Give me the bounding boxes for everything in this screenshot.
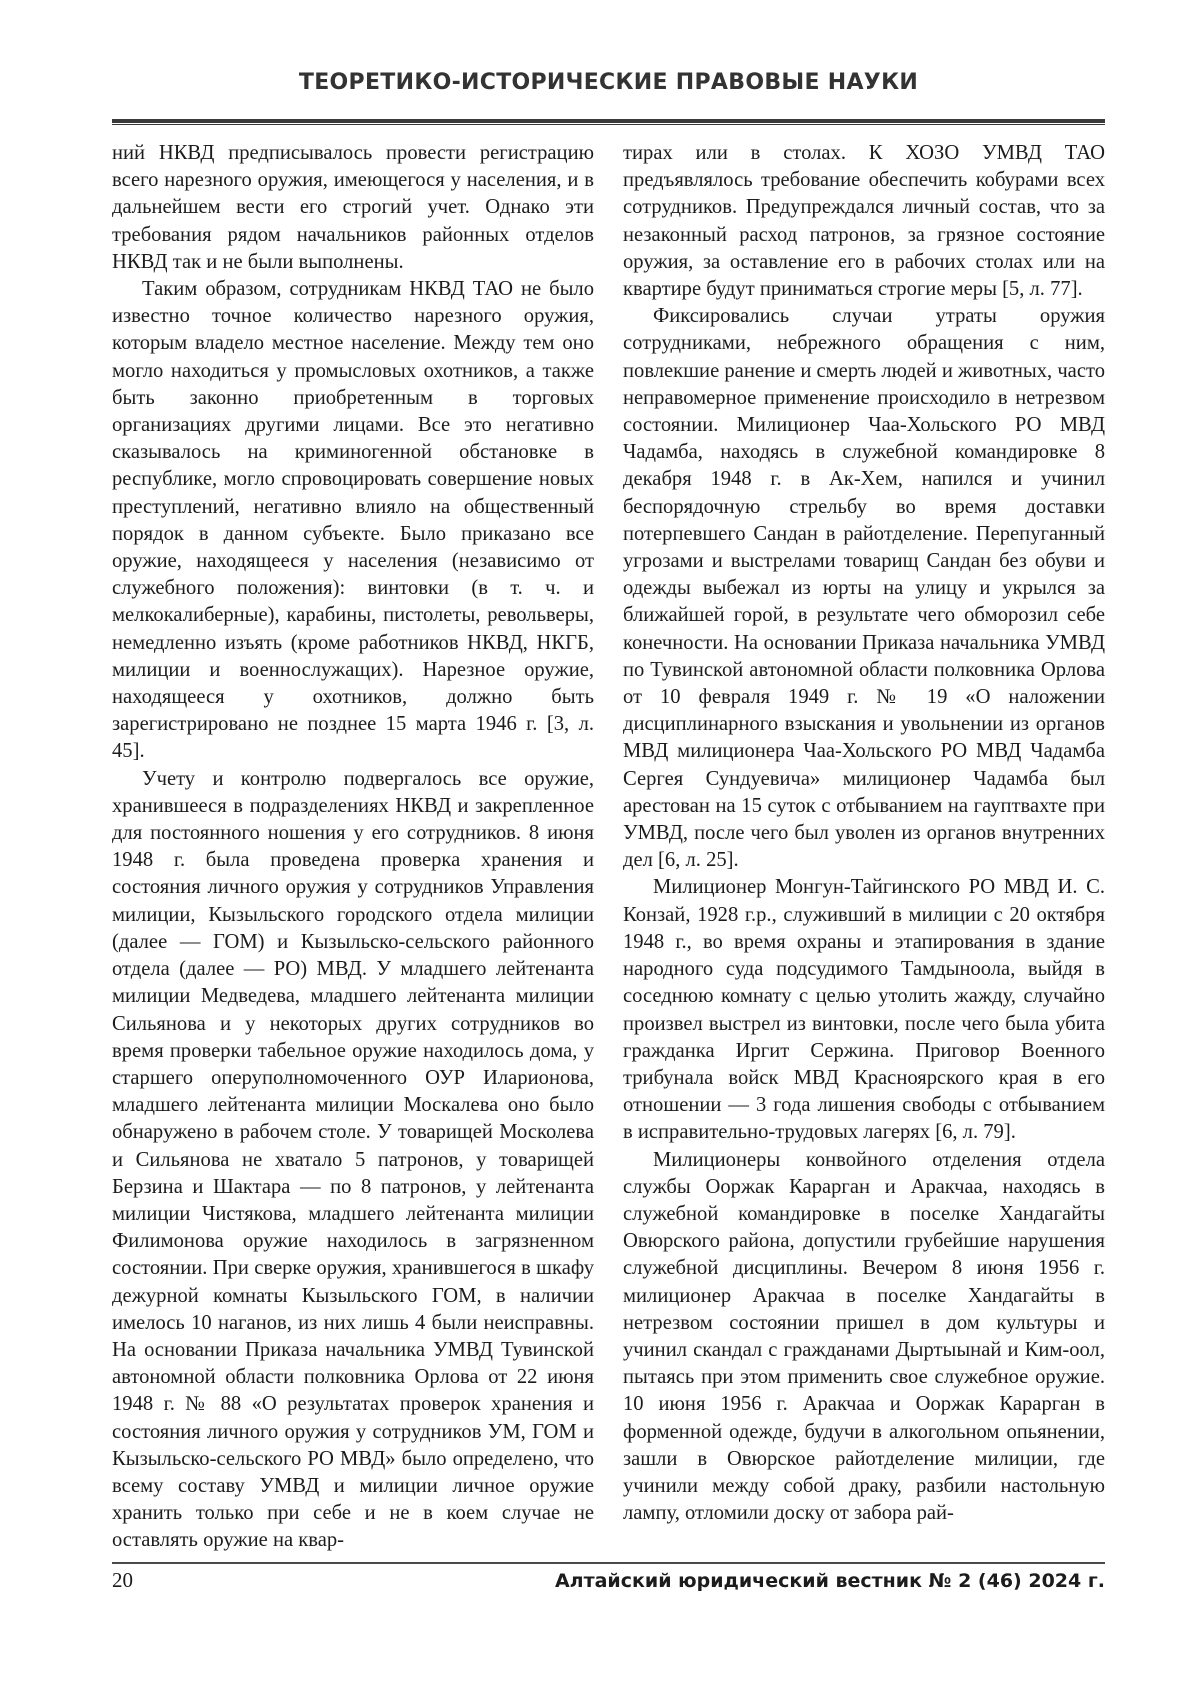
left-column bbox=[112, 140, 594, 1552]
right-column bbox=[623, 140, 1105, 1540]
running-header: ТЕОРЕТИКО-ИСТОРИЧЕСКИЕ ПРАВОВЫЕ НАУКИ bbox=[298, 70, 919, 95]
journal-title: Алтайский юридический вестник № 2 (46) 2024 г. bbox=[554, 1570, 1105, 1592]
left-paragraph-1: ний НКВД предписывалось провести регистрацию всего нарезного оружия, имеющегося у населения, и в дальнейшем вести его строгий учет. Однако эти требования рядом начальников районных отделов НКВД так и не были выполнены. bbox=[112, 142, 594, 273]
page-number: 20 bbox=[112, 1568, 133, 1592]
right-paragraph-1: тирах или в столах. К ХОЗО УМВД ТАО предъявлялось требование обеспечить кобурами всех сотрудников. Предупреждался личный состав, что за незаконный расход патронов, за грязное состояние оружия, за оставление его в рабочих столах или на квартире будут приниматься строгие меры [5, л. 77]. bbox=[623, 142, 1105, 301]
left-paragraph-2: Таким образом, сотрудникам НКВД ТАО не было известно точное количество нарезного оружия, которым владело местное население. Между тем оно могло находиться у промысловых охотников, а также быть законно приобретенным в торговых организациях другими лицами. Все это негативно сказывалось на криминогенной обстановке в республике, могло спровоцировать совершение новых преступлений, негативно влияло на общественный порядок в данном субъекте. Было приказано все оружие, находящееся у населения (независимо от служебного положения): винтовки (в т. ч. и мелкокалиберные), карабины, пистолеты, револьверы, немедленно изъять (кроме работников НКВД, НКГБ, милиции и военнослужащих). Нарезное оружие, находящееся у охотников, должно быть зарегистрировано не позднее 15 марта 1946 г. [3, л. 45]. bbox=[112, 278, 594, 763]
left-paragraph-3: Учету и контролю подвергалось все оружие, хранившееся в подразделениях НКВД и закрепленное для постоянного ношения у его сотрудников. 8 июня 1948 г. была проведена проверка хранения и состояния личного оружия у сотрудников Управления милиции, Кызыльского городского отдела милиции (далее — ГОМ) и Кызыльско-сельского районного отдела (далее — РО) МВД. У младшего лейтенанта милиции Медведева, младшего лейтенанта милиции Сильянова и у некоторых других сотрудников во время проверки табельное оружие находилось дома, у старшего оперуполномоченного ОУР Иларионова, младшего лейтенанта милиции Москалева оно было обнаружено в рабочем столе. У товарищей Москолева и Сильянова не хватало 5 патронов, у товарищей Берзина и Шактара — по 8 патронов, у лейтенанта милиции Чистякова, младшего лейтенанта милиции Филимонова оружие находилось в загрязненном состоянии. При сверке оружия, хранившегося в шкафу дежурной комнаты Кызыльского ГОМ, в наличии имелось 10 наганов, из них лишь 4 были неисправны. На основании Приказа начальника УМВД Тувинской автономной области полковника Орлова от 22 июня 1948 г. № 88 «О результатах проверок хранения и состояния личного оружия у сотрудников УМ, ГОМ и Кызыльско-сельского РО МВД» было определено, что всему составу УМВД и милиции личное оружие хранить только при себе и не в коем случае не оставлять оружие на квар- bbox=[112, 767, 594, 1552]
footer-divider bbox=[112, 1562, 1105, 1564]
right-paragraph-2: Фиксировались случаи утраты оружия сотрудниками, небрежного обращения с ним, повлекшие ранение и смерть людей и животных, часто неправомерное применение происходило в нетрезвом состоянии. Милиционер Чаа-Хольского РО МВД Чадамба, находясь в служебной командировке 8 декабря 1948 г. в Ак-Хем, напился и учинил беспорядочную стрельбу во время доставки потерпевшего Сандан в райотделение. Перепуганный угрозами и выстрелами товарищ Сандан без обуви и одежды выбежал из юрты на улицу и укрылся за ближайшей горой, в результате чего обморозил себе конечности. На основании Приказа начальника УМВД по Тувинской автономной области полковника Орлова от 10 февраля 1949 г. № 19 «О наложении дисциплинарного взыскания и увольнении из органов МВД милиционера Чаа-Хольского РО МВД Чадамба Сергея Сундуевича» милиционер Чадамба был арестован на 15 суток с отбыванием на гауптвахте при УМВД, после чего был уволен из органов внутренних дел [6, л. 25]. bbox=[623, 305, 1105, 872]
right-paragraph-4: Милиционеры конвойного отделения отдела службы Ооржак Карарган и Аракчаа, находясь в служебной командировке в поселке Хандагайты Овюрского района, допустили грубейшие нарушения служебной дисциплины. Вечером 8 июня 1956 г. милиционер Аракчаа в поселке Хандагайты в нетрезвом состоянии пришел в дом культуры и учинил скандал с гражданами Дыртыынай и Ким-оол, пытаясь при этом применить свое служебное оружие. 10 июня 1956 г. Аракчаа и Ооржак Карарган в форменной одежде, будучи в алкогольном опьянении, зашли в Овюрское райотделение милиции, где учинили между собой драку, разбили настольную лампу, отломили доску от забора рай- bbox=[623, 1148, 1105, 1525]
right-paragraph-3: Милиционер Монгун-Тайгинского РО МВД И. С. Конзай, 1928 г.р., служивший в милиции с 20 октября 1948 г., во время охраны и этапирования в здание народного суда подсудимого Тамдыноола, выйдя в соседнюю комнату с целью утолить жажду, случайно произвел выстрел из винтовки, после чего была убита гражданка Иргит Сержина. Приговор Военного трибунала войск МВД Красноярского края в его отношении — 3 года лишения свободы с отбыванием в исправительно-трудовых лагерях [6, л. 79]. bbox=[623, 876, 1105, 1144]
header-divider bbox=[112, 119, 1105, 125]
